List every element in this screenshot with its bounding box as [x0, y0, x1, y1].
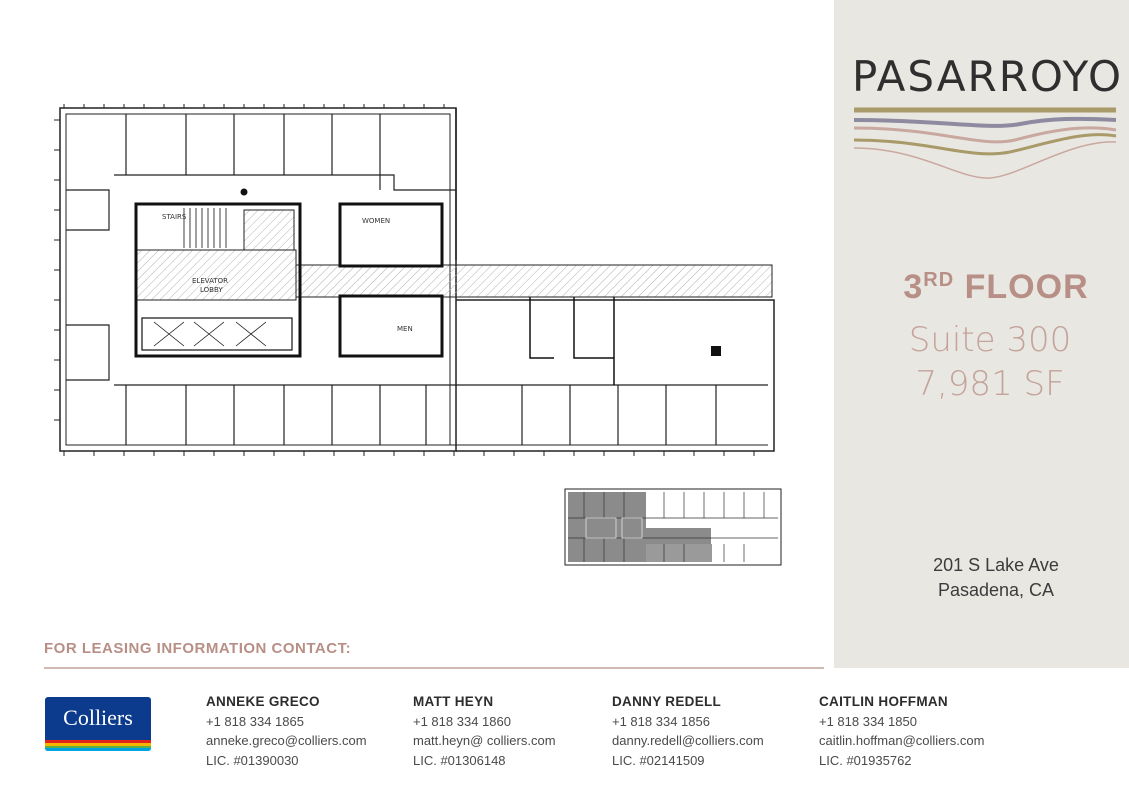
floor-plan	[54, 100, 784, 465]
contact-name: CAITLIN HOFFMAN	[819, 694, 948, 709]
contact-email[interactable]: caitlin.hoffman@colliers.com	[819, 733, 985, 748]
contact-card	[819, 692, 984, 770]
elevator-lobby-label-1: ELEVATOR	[192, 277, 228, 285]
elevator-lobby-label-2: LOBBY	[200, 286, 223, 294]
contact-email[interactable]: danny.redell@colliers.com	[612, 733, 764, 748]
contact-card	[206, 692, 367, 770]
contact-name: MATT HEYN	[413, 694, 494, 709]
contact-email[interactable]: anneke.greco@colliers.com	[206, 733, 367, 748]
contact-name: ANNEKE GRECO	[206, 694, 320, 709]
brand-waves-logo	[850, 100, 1120, 190]
contact-name: DANNY REDELL	[612, 694, 722, 709]
floor-title: 3RD FLOOR	[903, 268, 1089, 306]
section-divider	[44, 667, 824, 669]
suite-area: 7,981 SF	[915, 364, 1065, 404]
women-restroom-label: WOMEN	[362, 217, 391, 225]
contact-card	[413, 692, 556, 770]
address-line1: 201 S Lake Ave	[933, 555, 1059, 575]
contact-card	[612, 692, 764, 770]
contact-email[interactable]: matt.heyn@ colliers.com	[413, 733, 556, 748]
contact-phone[interactable]: +1 818 334 1860	[413, 713, 511, 729]
address-line2: Pasadena, CA	[937, 580, 1055, 600]
contact-license: LIC. #01306148	[413, 752, 506, 768]
contact-license: LIC. #02141509	[612, 752, 705, 768]
contact-phone[interactable]: +1 818 334 1850	[819, 713, 917, 729]
contact-phone[interactable]: +1 818 334 1865	[206, 713, 304, 729]
colliers-logo	[45, 697, 151, 751]
contact-phone[interactable]: +1 818 334 1856	[612, 713, 710, 729]
contact-license: LIC. #01935762	[819, 752, 912, 768]
key-plan-thumbnail	[564, 488, 782, 566]
colliers-logo-text: Colliers	[63, 705, 133, 730]
stairs-label: STAIRS	[162, 213, 187, 221]
colliers-logo-stripes	[45, 740, 151, 751]
suite-number: Suite 300	[908, 320, 1072, 360]
brand-logo-text: PASARROYO	[852, 52, 1124, 101]
contact-license: LIC. #01390030	[206, 752, 299, 768]
men-restroom-label: MEN	[397, 325, 413, 333]
leasing-heading: FOR LEASING INFORMATION CONTACT:	[44, 640, 352, 657]
property-address	[834, 553, 1129, 603]
